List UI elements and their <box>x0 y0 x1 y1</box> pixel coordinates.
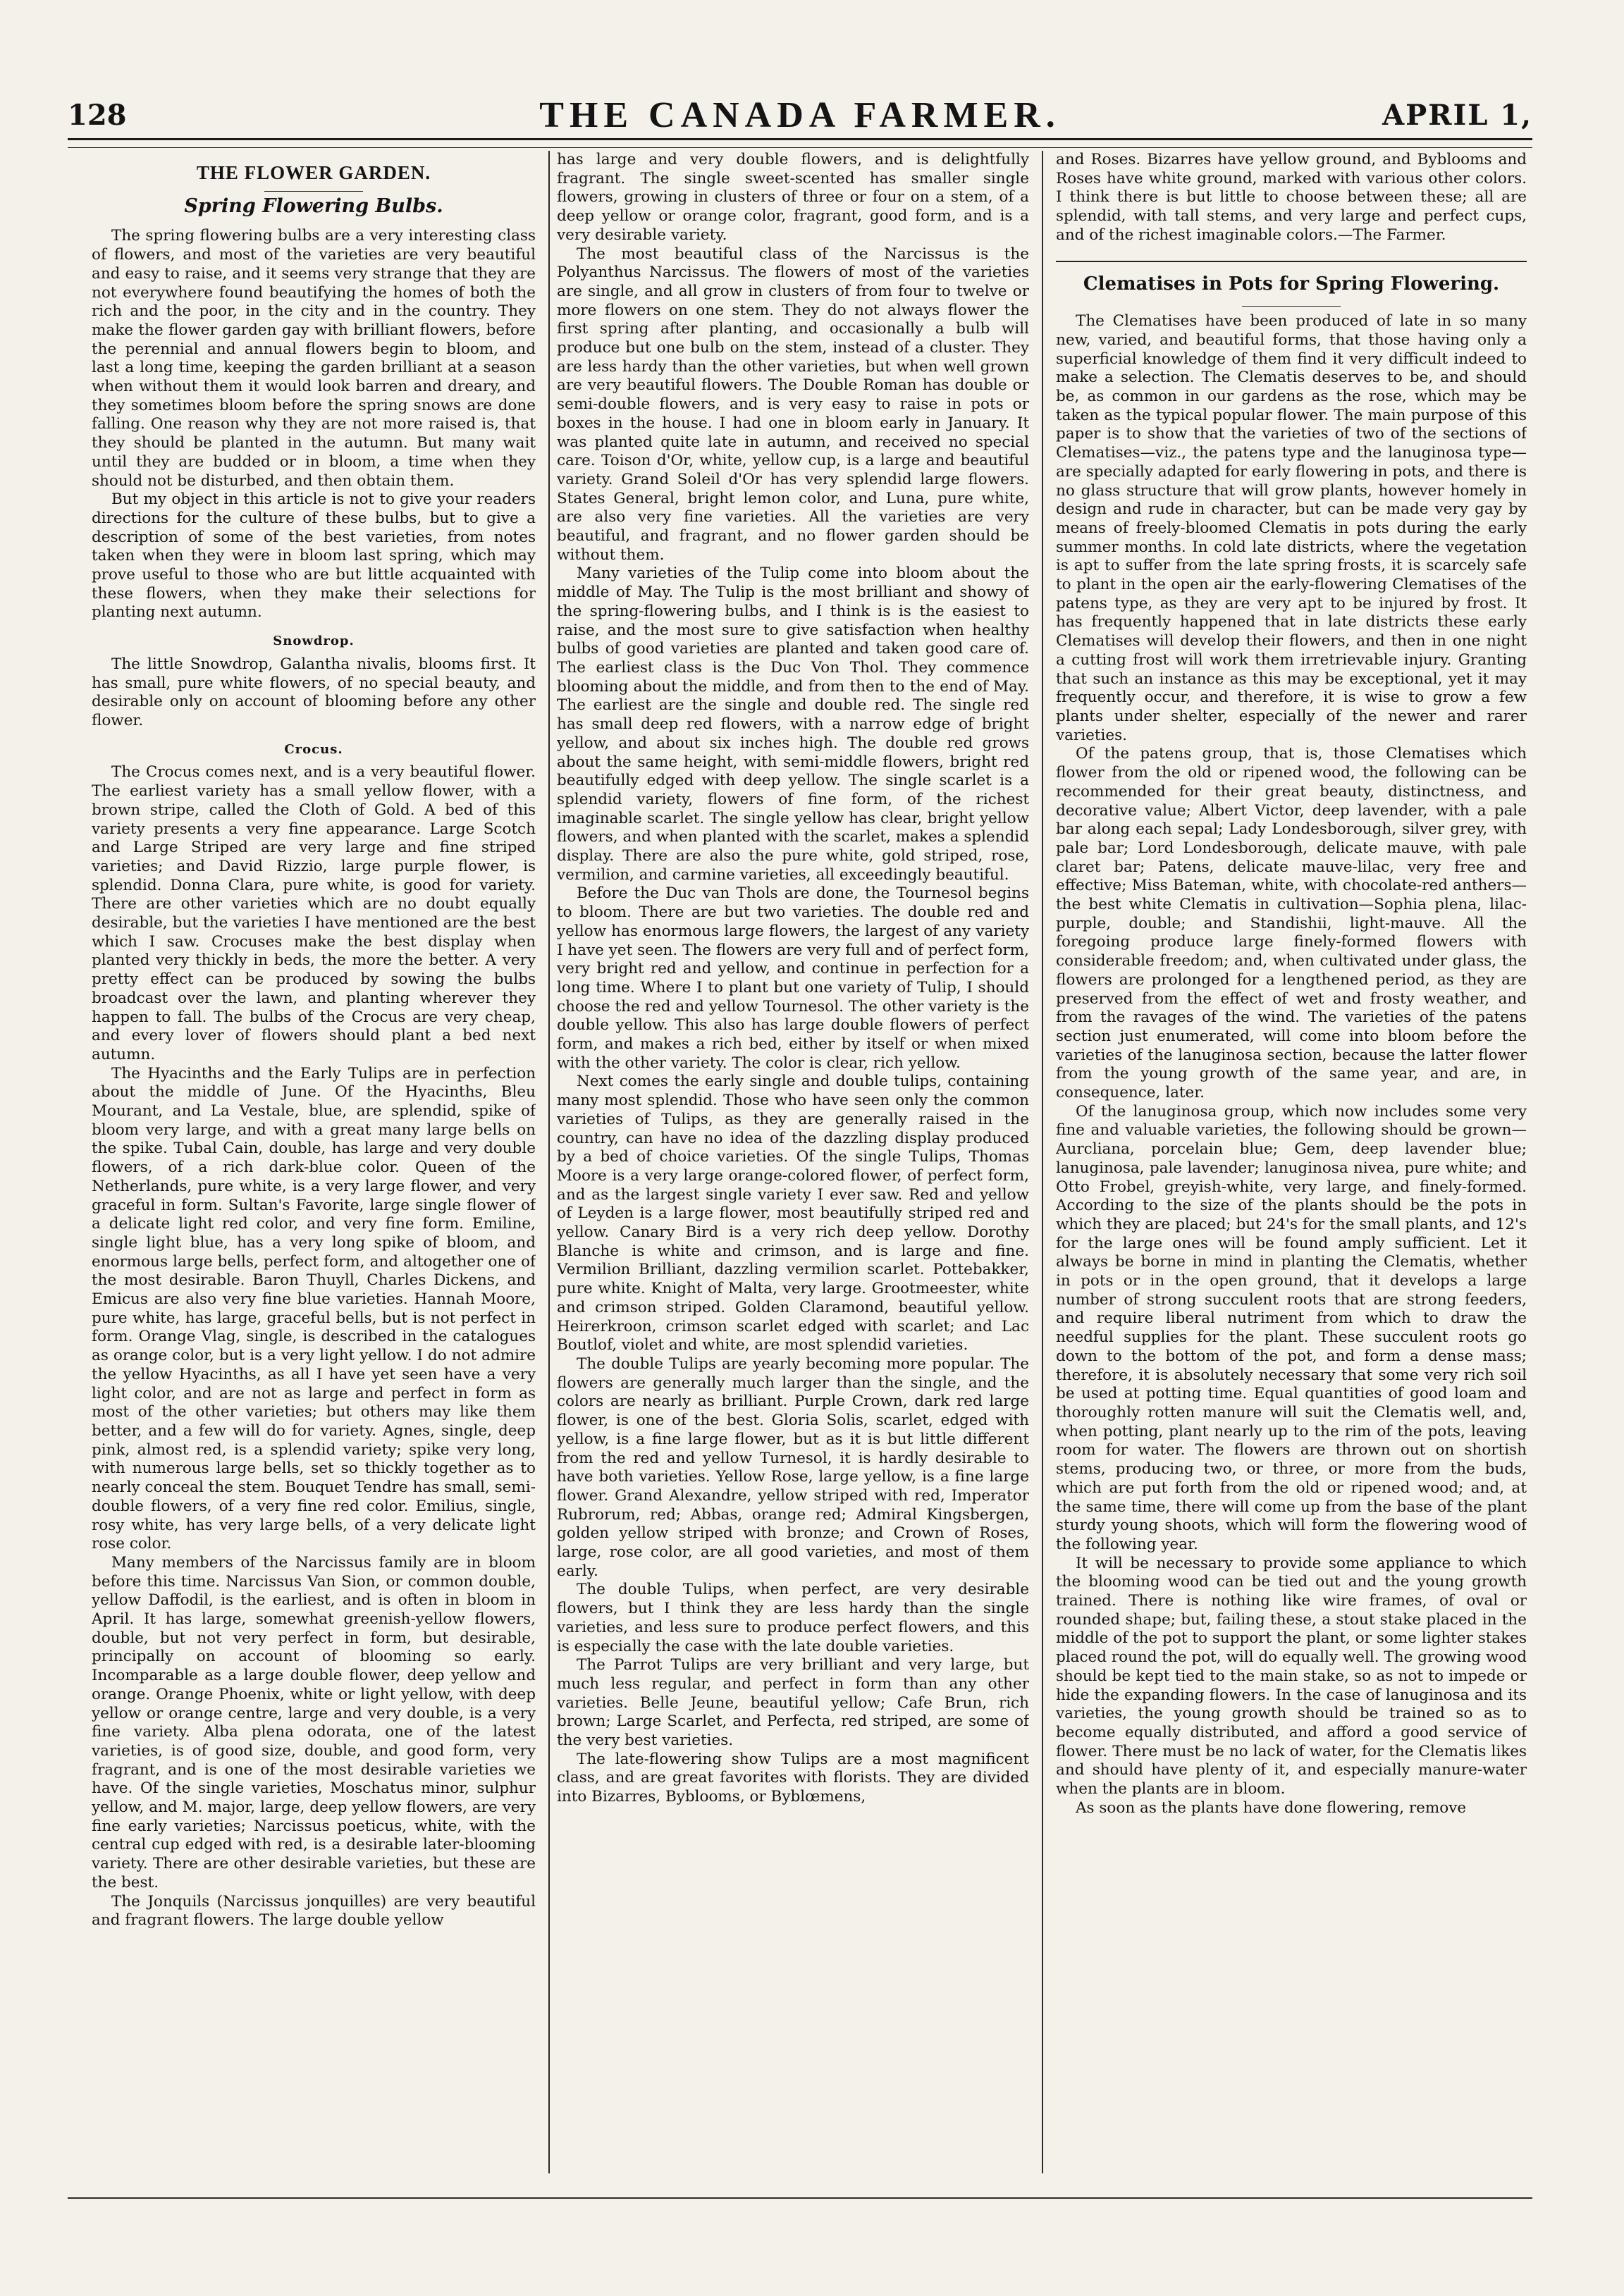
paragraph: It will be necessary to provide some appliance to which the blooming wood can be tied out and the young growth trained. There is nothing like wire frames, of oval or rounded shape; but, failing these, a stout stake placed in the middle of the pot to support the plant, or some lighter stakes placed round the pot, will do equally well. The growing wood should be kept tied to the main stake, so as not to impede or hide the expanding flowers. In the case of lanuginosa and its varieties, the young growth should be trained so as to become equally distributed, and afford a good service of flower. There must be no lack of water, for the Clematis likes and should have plenty of it, and especially manure-water when the plants are in bloom. <box>1056 1554 1527 1798</box>
title-rule <box>264 191 363 192</box>
paragraph: Next comes the early single and double tulips, containing many most splendid. Those who have seen only the common varieties of Tulips, as they are generally raised in the country, can have no idea of the dazzling display produced by a bed of choice varieties. Of the single Tulips, Thomas Moore is a very large orange-colored flower, of perfect form, and as the largest single variety I ever saw. Red and yellow of Leyden is a large flower, most beautifully striped red and yellow. Canary Bird is a very rich deep yellow. Dorothy Blanche is white and crimson, and is large and fine. Vermilion Brilliant, dazzling vermilion scarlet. Pottebakker, pure white. Knight of Malta, very large. Grootmeester, white and crimson striped. Golden Claramond, beautiful yellow. Heirerkroon, crimson scarlet edged with scarlet; and Lac Boutlof, violet and white, are most splendid varieties. <box>557 1073 1029 1354</box>
paragraph: The late-flowering show Tulips are a most magnificent class, and are great favorites with florists. They are divided into Bizarres, Byblooms, or Byblœmens, <box>557 1750 1029 1806</box>
article-separator <box>1056 261 1527 262</box>
paragraph: The Crocus comes next, and is a very beautiful flower. The earliest variety has a small yellow flower, with a brown stripe, called the Cloth of Gold. A bed of this variety presents a very fine appearance. Large Scotch and Large Striped are very large and fine striped varieties; and David Rizzio, large purple flower, is splendid. Donna Clara, pure white, is good for variety. There are other varieties which are no doubt equally desirable, but the varieties I have mentioned are the best which I saw. Crocuses make the best display when planted very thickly in beds, the more the better. A very pretty effect can be produced by sowing the bulbs broadcast over the lawn, and planting wherever they happen to fall. The bulbs of the Crocus are very cheap, and every lover of flowers should plant a bed next autumn. <box>92 763 536 1063</box>
subheading: Snowdrop. <box>273 634 355 649</box>
paragraph: The most beautiful class of the Narcissus is the Polyanthus Narcissus. The flowers of most of the varieties are single, and all grow in clusters of from four to twelve or more flowers on one stem. They do not always flower the first spring after planting, and occasionally a bulb will produce but one bulb on the stem, instead of a cluster. They are less hardy than the other varieties, but when well grown are very beautiful flowers. The Double Roman has double or semi-double flowers, and is very easy to raise in pots or boxes in the house. I had one in bloom early in January. It was planted quite late in autumn, and received no special care. Toison d'Or, white, yellow cup, is a large and beautiful variety. Grand Soleil d'Or has very splendid large flowers. States General, bright lemon color, and Luna, pure white, are also very fine varieties. All the varieties are very beautiful, and fragrant, and no flower garden should be without them. <box>557 245 1029 564</box>
paragraph: The Hyacinths and the Early Tulips are in perfection about the middle of June. Of the Hyacinths, Bleu Mourant, and La Vestale, blue, are splendid, spike of bloom very large, and with a great many large bells on the spike. Tubal Cain, double, has large and very double flowers, of a rich dark-blue color. Queen of the Netherlands, pure white, is a very large flower, and very graceful in form. Sultan's Favorite, large single flower of a delicate light red color, and very fine form. Emiline, single light blue, has a very long spike of bloom, and enormous large bells, perfect form, and altogether one of the most desirable. Baron Thuyll, Charles Dickens, and Emicus are also very fine blue varieties. Hannah Moore, pure white, has large, graceful bells, but is not perfect in form. Orange Vlag, single, is described in the catalogues as orange color, but is a very light yellow. I do not admire the yellow Hyacinths, as all I have yet seen have a very light color, and are not as large and perfect in form as most of the other varieties; but others may like them better, and a few will do for variety. Agnes, single, deep pink, almost red, is a splendid variety; spike very long, with numerous large bells, set so thickly together as to nearly conceal the stem. Bouquet Tendre has small, semi-double flowers, of a very fine red color. Emilius, single, rosy white, has very large bells, of a very delicate light rose color. <box>92 1064 536 1553</box>
subheading: Crocus. <box>284 741 343 757</box>
section-title: THE FLOWER GARDEN. <box>196 162 431 183</box>
column-3 <box>1056 151 1527 2173</box>
journal-title: THE CANADA FARMER. <box>539 95 1061 135</box>
issue-date: APRIL 1, <box>1382 99 1532 132</box>
bottom-rule <box>68 2197 1532 2199</box>
paragraph: The Jonquils (Narcissus jonquilles) are very beautiful and fragrant flowers. The large double yellow <box>92 1892 536 1930</box>
paragraph: The Parrot Tulips are very brilliant and very large, but much less regular, and perfect in form than any other varieties. Belle Jeune, beautiful yellow; Cafe Brun, rich brown; Large Scarlet, and Perfecta, red striped, are some of the very best varieties. <box>557 1656 1029 1750</box>
paragraph: Of the patens group, that is, those Clematises which flower from the old or ripened wood, the following can be recommended for their great beauty, distinctness, and decorative value; Albert Victor, deep lavender, with a pale bar along each sepal; Lady Londesborough, silver grey, with pale bar; Lord Londesborough, delicate mauve, with pale claret bar; Patens, delicate mauve-lilac, very free and effective; Miss Bateman, white, with chocolate-red anthers—the best white Clematis in cultivation—Sophia plena, lilac-purple, double; and Standishii, light-mauve. All the foregoing produce large finely-formed flowers with considerable freedom; and, when cultivated under glass, the flowers are prolonged for a lengthened period, as they are preserved from the effect of wet and frosty weather, and from the ravages of the wind. The varieties of the patens section just enumerated, will come into bloom before the varieties of the lanuginosa section, because the latter flower from the young growth of the same year, and are, in consequence, later. <box>1056 745 1527 1102</box>
paragraph: Before the Duc van Thols are done, the Tournesol begins to bloom. There are but two varieties. The double red and yellow has enormous large flowers, the largest of any variety I have yet seen. The flowers are very full and of perfect form, very bright red and yellow, and continue in perfection for a long time. Where I to plant but one variety of Tulip, I should choose the red and yellow Tournesol. The other variety is the double yellow. This also has large double flowers of perfect form, and makes a rich bed, either by itself or when mixed with the other variety. The color is clear, rich yellow. <box>557 884 1029 1072</box>
paragraph: Of the lanuginosa group, which now includes some very fine and valuable varieties, the following should be grown—Aurcliana, porcelain blue; Gem, deep lavender blue; lanuginosa, pale lavender; lanuginosa nivea, pure white; and Otto Frobel, greyish-white, very large, and finely-formed. According to the size of the plants should be the pots in which they are placed; but 24's for the small plants, and 12's for the large ones will be found amply sufficient. Let it always be borne in mind in planting the Clematis, whether in pots or in the open ground, that it develops a large number of strong succulent roots that are strong feeders, and require liberal nutriment from which to draw the needful supplies for the plant. These succulent roots go down to the bottom of the pot, and form a dense mass; therefore, it is absolutely necessary that some very rich soil be used at potting time. Equal quantities of good loam and thoroughly rotten manure will suit the Clematis well, and, when potting, plant nearly up to the rim of the pots, leaving room for water. The flowers are thrown out on shortish stems, producing two, or three, or more from the buds, which are put forth from the old or ripened wood; and, at the same time, there will come up from the base of the plant sturdy young shoots, which will form the flowering wood of the following year. <box>1056 1102 1527 1553</box>
paragraph: As soon as the plants have done flowering, remove <box>1076 1798 1467 1817</box>
column-2 <box>557 151 1029 2173</box>
paragraph: and Roses. Bizarres have yellow ground, and Byblooms and Roses have white ground, marked with various other colors. I think there is but little to choose between these; all are splendid, with tall stems, and very large and perfect cups, and of the richest imaginable colors.—The Farmer. <box>1056 151 1527 244</box>
title-rule <box>1242 306 1341 307</box>
paragraph: Many varieties of the Tulip come into bloom about the middle of May. The Tulip is the most brilliant and showy of the spring-flowering bulbs, and I think is is the easiest to raise, and the most sure to give satisfaction when healthy bulbs of good varieties are planted and taken good care of. The earliest class is the Duc Von Thol. They commence blooming about the middle, and from then to the end of May. The earliest are the single and double red. The single red has small deep red flowers, with a narrow edge of bright yellow, and about six inches high. The double red grows about the same height, with semi-middle flowers, bright red beautifully edged with deep yellow. The single scarlet is a splendid variety, flowers of fine form, of the richest imaginable scarlet. The single yellow has clear, bright yellow flowers, and when planted with the scarlet, makes a splendid display. There are also the pure white, gold striped, rose, vermilion, and carmine varieties, all exceedingly beautiful. <box>557 564 1029 884</box>
paragraph: The double Tulips are yearly becoming more popular. The flowers are generally much larger than the single, and the colors are nearly as brilliant. Purple Crown, dark red large flower, is one of the best. Gloria Solis, scarlet, edged with yellow, is a fine large flower, but as it is but little different from the red and yellow Turnesol, it is hardly desirable to have both varieties. Yellow Rose, large yellow, is a fine large flower. Grand Alexandre, yellow striped with red, Imperator Rubrorum, red; Abbas, orange red; Admiral Kingsbergen, golden yellow striped with bronze; and Crown of Roses, large, rose color, are all good varieties, and most of them early. <box>557 1355 1029 1580</box>
article-title: Clematises in Pots for Spring Flowering. <box>1083 273 1500 295</box>
paragraph: The spring flowering bulbs are a very interesting class of flowers, and most of the varieties are very beautiful and easy to raise, and it seems very strange that they are not everywhere found beautifying the homes of both the rich and the poor, in the city and in the country. They make the flower garden gay with brilliant flowers, before the perennial and annual flowers begin to bloom, and last a long time, keeping the garden brilliant at a season when without them it would look barren and dreary, and they sometimes bloom before the spring snows are done falling. One reason why they are not more raised is, that they should be planted in the autumn. But many wait until they are budded or in bloom, a time when they should not be disturbed, and then obtain them. <box>92 227 536 490</box>
paragraph: The double Tulips, when perfect, are very desirable flowers, but I think they are less hardy than the single varieties, and less sure to produce perfect flowers, and this is especially the case with the late double varieties. <box>557 1581 1029 1655</box>
masthead <box>68 92 1532 141</box>
column-rule <box>548 151 550 2173</box>
paragraph: Many members of the Narcissus family are in bloom before this time. Narcissus Van Sion, or common double, yellow Daffodil, is the earliest, and is often in bloom in April. It has large, somewhat greenish-yellow flowers, double, but not very perfect in form, but desirable, principally on account of blooming so early. Incomparable as a large double flower, deep yellow and orange. Orange Phoenix, white or light yellow, with deep yellow or orange centre, large and very double, is a very fine variety. Alba plena odorata, one of the latest varieties, is of good size, double, and good form, very fragrant, and is one of the most desirable varieties we have. Of the single varieties, Moschatus minor, sulphur yellow, and M. major, large, deep yellow flowers, are very fine early varieties; Narcissus poeticus, white, with the central cup edged with red, is a desirable later-blooming variety. There are other desirable varieties, but these are the best. <box>92 1553 536 1891</box>
article-title: Spring Flowering Bulbs. <box>184 195 443 217</box>
column-rule <box>1042 151 1043 2173</box>
masthead-rule <box>68 138 1532 148</box>
paragraph: The little Snowdrop, Galantha nivalis, blooms first. It has small, pure white flowers, of no special beauty, and desirable only on account of blooming before any other flower. <box>92 655 536 729</box>
paragraph: But my object in this article is not to give your readers directions for the culture of these bulbs, but to give a description of some of the best varieties, from notes taken when they were in bloom last spring, which may prove useful to those who are but little acquainted with these flowers, when they make their selections for planting next autumn. <box>92 490 536 622</box>
paragraph: has large and very double flowers, and is delightfully fragrant. The single sweet-scented has smaller single flowers, growing in clusters of three or four on a stem, of a deep yellow or orange color, fragrant, good form, and is a very desirable variety. <box>557 151 1029 244</box>
page-number: 128 <box>68 99 127 132</box>
column-1 <box>92 151 536 2173</box>
paragraph: The Clematises have been produced of late in so many new, varied, and beautiful forms, that those having only a superficial knowledge of them find it very difficult indeed to make a selection. The Clematis deserves to be, and should be, as common in our gardens as the rose, which may be taken as the typical popular flower. The main purpose of this paper is to show that the varieties of two of the sections of Clematises—viz., the patens type and the lanuginosa type—are specially adapted for early flowering in pots, and there is no glass structure that will grow plants, however homely in design and rude in character, but can be made very gay by means of freely-bloomed Clematis in pots during the early summer months. In cold late districts, where the vegetation is apt to suffer from the late spring frosts, it is scarcely safe to plant in the open air the early-flowering Clematises of the patens type, as they are very apt to be injured by frost. It has frequently happened that in late districts these early Clematises will develop their flowers, and then in one night a cutting frost will work them irretrievable injury. Granting that such an instance as this may be exceptional, yet it may frequently occur, and therefore, it is wise to grow a few plants under shelter, especially of the newer and rarer varieties. <box>1056 312 1527 744</box>
